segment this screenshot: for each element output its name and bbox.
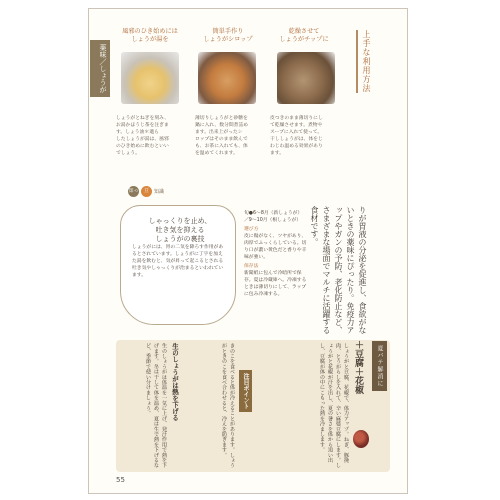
left-text: 生のしょうがは体温を一気に上げ、発汗作用で熱を下げます。冬は干して体を温め、夏は生で熱を下げるなど、季節で使い分けましょう。: [145, 343, 167, 468]
tip-title-3: 乾燥させて しょうがチップに: [279, 28, 329, 43]
knowledge-label-1: 知っ得: [128, 188, 139, 205]
store-label: 保存法: [244, 264, 259, 269]
store-text: 新聞紙に包んで冷暗所で保存。夏は冷蔵庫へ。冷凍するときは薄切りにして、ラップに包み冷凍する。: [244, 271, 307, 297]
left-title: 生のしょうがは熱を下げる: [171, 343, 179, 421]
bubble-body: しょうがには、胃の二気を降ろす作用があるとされています。しょうがに丁字を加えた湯を飲むと、気が昇って起こるとされる吐き気やしゃっくりが治まるといわれています。: [132, 245, 224, 278]
point-tag: 注目ポイント: [239, 370, 252, 412]
combo-text: しょうがと豆腐、花椒で、体力アップ。ねぎ、豚挽肉、とうがらしを入れて、辛い麻婆豆腐にします。しょうがと花椒が汗を出し、夏の暑さを体から追い出し、豆腐が体の中にこもった熱を冷まします。: [319, 343, 349, 468]
ginger-chips-photo: [277, 52, 335, 104]
tip-caption-1: しょうがとねぎを刻み、 お湯かほうじ茶を注ぎま す。しょう油＊適ら したしょうが湯は、風邪 のひき始めに飲むといい でしょう。: [116, 116, 170, 156]
point-text: きのこを食べると体が冷えることがあります。しょうがときのこを食べ合わせると、冷えを防ぎます。: [221, 343, 235, 468]
side-label: 上手な利用方法: [356, 30, 372, 93]
knowledge-label-3: 知識: [154, 189, 165, 195]
combo-title: ＋豆腐＋花椒: [353, 340, 363, 394]
ginger-syrup-photo: [198, 52, 256, 104]
season-info: [244, 210, 308, 298]
choose-label: 選び方: [244, 227, 259, 232]
tip-title-1: 風邪のひき始めには しょうが湯を: [122, 28, 178, 43]
choose-text: 皮に傷がなく、ツヤがあり、肉厚でふっくらしている。切り口が濃い黄色だと香りや辛味が強い。: [244, 234, 307, 260]
summer-label: 夏バテ解消に: [372, 341, 387, 391]
tip-caption-2: 薄切りしょうがと砂糖を 鍋に入れ、数分間煮詰め ます。出来上がったシ ロップはそのまま飲んで も、お茶に入れても、体 を温めてくれます。: [195, 116, 249, 156]
tip-title-2: 簡単手作り しょうがシロップ: [203, 28, 253, 43]
season-line-2: ／9〜10月（根しょうが）: [244, 218, 302, 223]
page-number: 55: [116, 476, 125, 484]
right-column-text: りが胃液の分泌を促進し、食欲がないときの薬味にぴったり。免疫力アップやガンの予防、老化防止など、さまざまな場面でマルチに活躍する食材です。: [310, 206, 367, 334]
sichuan-pepper-image: [353, 430, 369, 448]
season-line-1: 旬●6〜8月（新しょうが）: [244, 211, 303, 216]
ginger-tea-photo: [121, 52, 179, 104]
knowledge-label-2: 豆: [141, 186, 152, 197]
knowledge-badge: [128, 186, 165, 205]
bubble-title: しゃっくりを止め、 吐き気を抑える しょうがの裏技: [148, 217, 212, 243]
section-tag: 薬味／しょうが: [90, 40, 110, 97]
tip-caption-3: 皮つきのまま薄切りにし て乾燥させます。煮物や スープに入れて使って。 干ししょうがは、体をじ わじわ温める効果があり ます。: [270, 116, 323, 156]
